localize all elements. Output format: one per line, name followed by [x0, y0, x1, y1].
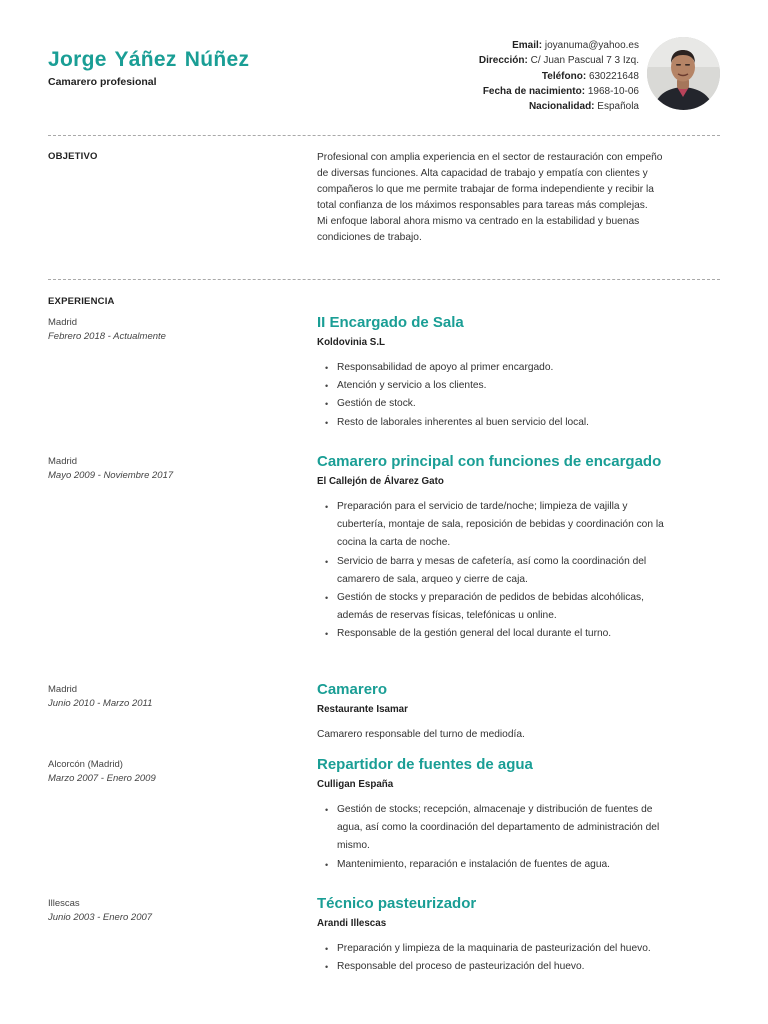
bullet-line: • Resto de laborales inherentes al buen servicio del local.	[337, 416, 590, 428]
job-dates: Febrero 2018 - Actualmente	[48, 331, 166, 342]
bullet-line: cocina la carta de noche.	[337, 537, 451, 549]
job-company: Koldovinia S.L	[317, 337, 386, 348]
objective-line: total confianza de los máximos responsables para tareas más complejas.	[317, 200, 648, 211]
section-divider	[48, 279, 720, 280]
job-title: Técnico pasteurizador	[317, 895, 477, 912]
bullet-line: • Gestión de stock.	[337, 398, 416, 410]
bullet-item	[317, 625, 722, 643]
job-company: Culligan España	[317, 779, 394, 790]
contact-value: 630221648	[588, 70, 639, 82]
contact-value: joyanuma@yahoo.es	[544, 40, 639, 51]
objective-line: compañeros lo que me permite trabajar de forma independiente y recibir la	[317, 184, 654, 195]
bullet-line: además de reservas físicas, telefónicas u online.	[337, 610, 557, 622]
contact-phone	[479, 69, 639, 84]
bullet-line: • Preparación para el servicio de tarde/noche; limpieza de vajilla y	[337, 501, 628, 512]
job-location: Madrid	[48, 456, 78, 467]
bullet-line: • Preparación y limpieza de la maquinaria de pasteurización del huevo.	[337, 943, 651, 954]
objective-line: condiciones de trabajo.	[317, 232, 422, 243]
bullet-item	[317, 856, 722, 874]
job-location: Madrid	[48, 684, 78, 695]
bullet-item	[317, 359, 722, 377]
contact-address	[479, 53, 639, 68]
bullet-item	[317, 553, 722, 589]
bullet-line: • Responsable de la gestión general del local durante el turno.	[337, 628, 612, 640]
job-dates: Mayo 2009 - Noviembre 2017	[48, 470, 174, 481]
bullet-item	[317, 801, 722, 856]
bullet-line: mismo.	[337, 840, 370, 852]
bullet-item	[317, 395, 722, 413]
objective-line: de diversas funciones. Alta capacidad de trabajo y empatía con clientes y	[317, 168, 648, 179]
job-bullets	[317, 359, 722, 432]
bullet-line: • Servicio de barra y mesas de cafetería, así como la coordinación del	[337, 555, 647, 567]
bullet-line: • Gestión de stocks; recepción, almacenaje y distribución de fuentes de	[337, 804, 653, 815]
objective-heading: OBJETIVO	[48, 151, 98, 162]
job-company: Restaurante Isamar	[317, 704, 408, 715]
contact-label: Fecha de nacimiento:	[482, 85, 586, 97]
job-title: Camarero principal con funciones de encargado	[317, 453, 662, 470]
contact-email	[479, 38, 639, 53]
job-dates: Junio 2010 - Marzo 2011	[48, 698, 153, 709]
portrait-illustration	[647, 37, 720, 110]
contact-label: Nacionalidad:	[528, 101, 595, 113]
objective-text	[317, 150, 722, 246]
job-dates: Junio 2003 - Enero 2007	[48, 912, 153, 923]
bullet-line: cubertería, montaje de sala, reposición de bebidas y coordinación con la	[337, 519, 664, 531]
bullet-item	[317, 940, 722, 958]
bullet-line: agua, así como la coordinación del departamento de administración del	[337, 822, 660, 834]
job-company: Arandi Illescas	[317, 918, 387, 929]
bullet-item	[317, 589, 722, 625]
section-divider	[48, 135, 720, 136]
contact-value: 1968-10-06	[587, 85, 639, 97]
job-location: Alcorcón (Madrid)	[48, 759, 123, 770]
contact-block	[479, 38, 639, 114]
job-title: Repartidor de fuentes de agua	[317, 756, 533, 773]
bullet-line: camarero de sala, arqueo y cierre de caja.	[337, 573, 528, 585]
job-title: II Encargado de Sala	[317, 314, 464, 331]
job-bullets	[317, 498, 722, 644]
contact-value: C/ Juan Pascual 7 3 Izq.	[530, 55, 639, 67]
contact-label: Dirección:	[478, 55, 528, 67]
job-location: Illescas	[48, 898, 80, 909]
contact-nationality	[479, 99, 639, 114]
contact-label: Email:	[512, 40, 543, 51]
job-title: Camarero	[317, 681, 388, 698]
contact-label: Teléfono:	[541, 70, 587, 82]
contact-birthdate	[479, 84, 639, 99]
experience-heading: EXPERIENCIA	[48, 296, 115, 307]
bullet-line: • Atención y servicio a los clientes.	[337, 380, 487, 392]
bullet-item	[317, 498, 722, 553]
contact-value: Española	[597, 101, 639, 113]
objective-line: Mi enfoque laboral ahora mismo va centrado en la estabilidad y buenas	[317, 216, 640, 227]
objective-line: Profesional con amplia experiencia en el sector de restauración con empeño	[317, 152, 663, 163]
bullet-line: • Responsable del proceso de pasteurización del huevo.	[337, 961, 585, 973]
candidate-role: Camarero profesional	[48, 76, 157, 88]
bullet-line: • Gestión de stocks y preparación de pedidos de bebidas alcohólicas,	[337, 592, 644, 604]
job-description: Camarero responsable del turno de mediodía.	[317, 729, 525, 740]
bullet-item	[317, 377, 722, 395]
bullet-item	[317, 414, 722, 432]
job-bullets	[317, 940, 722, 976]
bullet-line: • Mantenimiento, reparación e instalación de fuentes de agua.	[337, 858, 610, 870]
profile-photo	[647, 37, 720, 110]
job-company: El Callejón de Álvarez Gato	[317, 476, 444, 487]
bullet-line: • Responsabilidad de apoyo al primer encargado.	[337, 362, 554, 373]
job-dates: Marzo 2007 - Enero 2009	[48, 773, 156, 784]
job-location: Madrid	[48, 317, 78, 328]
candidate-name: Jorge Yáñez Núñez	[48, 48, 250, 71]
bullet-item	[317, 958, 722, 976]
job-bullets	[317, 801, 722, 874]
